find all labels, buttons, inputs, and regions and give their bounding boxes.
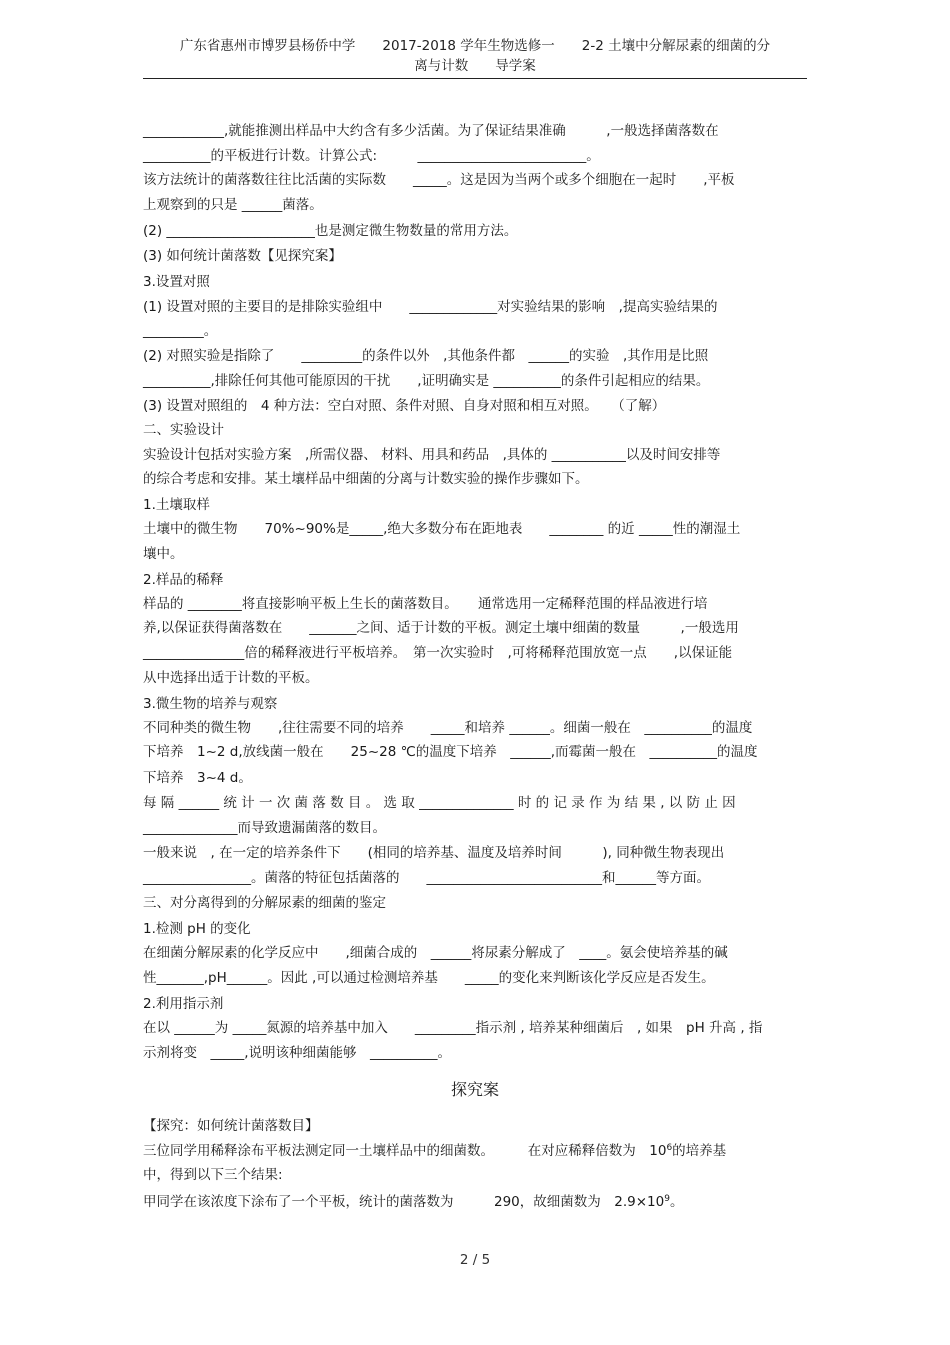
body-line: ______________而导致遗漏菌落的数目。 [143,820,386,836]
page-number: 2 / 5 [459,1252,491,1268]
page-header [143,36,807,76]
inquiry-p1-exponent: 6 [666,1143,673,1153]
inquiry-heading: 【探究：如何统计菌落数目】 [143,1118,319,1134]
body-line: (3) 如何统计菌落数【见探究案】 [143,248,342,264]
body-line: ________________。菌落的特征包括菌落的 __________________________和______等方面。 [143,870,710,886]
body-line: 下培养 1~2 d,放线菌一般在 25~28 ℃的温度下培养 ______,而霉菌一般在 __________的温度 [143,744,758,760]
header-rule [143,78,807,79]
body-line: 壤中。 [143,546,184,562]
body-line: 下培养 3~4 d。 [143,770,252,786]
body-line: ____________,就能推测出样品中大约含有多少活菌。为了保证结果准确 ,一般选择菌落数在 [143,123,719,139]
header-line-2: 离与计数 导学案 [414,58,536,74]
body-line: 2.利用指示剂 [143,996,224,1012]
inquiry-p1-text: 三位同学用稀释涂布平板法测定同一土壤样品中的细菌数。 在对应稀释倍数为 10 [143,1143,667,1159]
body-line: 养,以保证获得菌落数在 _______之间、适于计数的平板。测定土壤中细菌的数量 ,一般选用 [143,620,739,636]
body-line: 1.土壤取样 [143,497,210,513]
header-line-1: 广东省惠州市博罗县杨侨中学 2017-2018 学年生物选修一 2-2 土壤中分解尿素的细菌的分 [179,38,771,54]
body-line: 上观察到的只是 ______菌落。 [143,197,323,213]
body-line: (1) 设置对照的主要目的是排除实验组中 _____________对实验结果的影响 ,提高实验结果的 [143,299,718,315]
body-line: 在以 ______为 _____氮源的培养基中加入 _________指示剂 , 培养某种细菌后 , 如果 pH 升高 , 指 [143,1020,763,1036]
body-line: (3) 设置对照组的 4 种方法：空白对照、条件对照、自身对照和相互对照。 （了解） [143,398,666,414]
body-line: 不同种类的微生物 ,往往需要不同的培养 _____和培养 ______。细菌一般在 __________的温度 [143,720,753,736]
inquiry-p1-end: 的培养基 [672,1143,727,1159]
body-line: 一般来说 , 在一定的培养条件下 (相同的培养基、温度及培养时间 ), 同种微生物表现出 [143,845,725,861]
body-line: 三、对分离得到的分解尿素的细菌的鉴定 [143,895,386,911]
inquiry-section-title: 探究案 [450,1080,499,1099]
inquiry-paragraph-3 [143,1192,683,1212]
body-line: 3.设置对照 [143,274,210,290]
body-line: 示剂将变 _____,说明该种细菌能够 __________。 [143,1045,452,1061]
body-line: 样品的 ________将直接影响平板上生长的菌落数目。 通常选用一定稀释范围的样品液进行培 [143,596,708,612]
body-line: 在细菌分解尿素的化学反应中 ,细菌合成的 ______将尿素分解成了 ____。氨会使培养基的碱 [143,945,728,961]
body-line: 性_______,pH______。因此 ,可以通过检测培养基 _____的变化来判断该化学反应是否发生。 [143,970,715,986]
inquiry-p3-exponent: 9 [664,1194,670,1204]
body-line: 土壤中的微生物 70%~90%是_____,绝大多数分布在距地表 ________ 的近 _____性的潮湿土 [143,521,741,537]
body-line: (2) ______________________也是测定微生物数量的常用方法。 [143,223,518,239]
body-line: _______________倍的稀释液进行平板培养。 第一次实验时 ,可将稀释范围放宽一点 ,以保证能 [143,645,733,661]
body-line: 的综合考虑和安排。某土壤样品中细菌的分离与计数实验的操作步骤如下。 [143,471,589,487]
body-line: 2.样品的稀释 [143,572,224,588]
inquiry-paragraph-2: 中，得到以下三个结果: [143,1167,283,1183]
body-line: (2) 对照实验是指除了 _________的条件以外 ,其他条件都 ______的实验 ,其作用是比照 [143,348,709,364]
inquiry-p3-end: 。 [669,1194,684,1210]
body-line: 1.检测 pH 的变化 [143,921,251,937]
body-line: 该方法统计的菌落数往往比活菌的实际数 _____。这是因为当两个或多个细胞在一起时 ,平板 [143,172,735,188]
body-line: 3.微生物的培养与观察 [143,696,278,712]
body-line: 二、实验设计 [143,422,224,438]
body-line: _________。 [143,323,218,339]
body-line: 每 隔 ______ 统 计 一 次 菌 落 数 目 。 选 取 ______________ 时 的 记 录 作 为 结 果 , 以 防 止 因 [143,795,736,811]
inquiry-p3-text: 甲同学在该浓度下涂布了一个平板，统计的菌落数为 290，故细菌数为 2.9×10 [143,1194,665,1210]
body-line: __________的平板进行计数。计算公式: _________________________。 [143,148,600,164]
inquiry-paragraph-1 [143,1141,726,1161]
body-line: 从中选择出适于计数的平板。 [143,670,319,686]
body-line: __________,排除任何其他可能原因的干扰 ,证明确实是 __________的条件引起相应的结果。 [143,373,710,389]
body-line: 实验设计包括对实验方案 ,所需仪器、 材料、用具和药品 ,具体的 ___________以及时间安排等 [143,447,721,463]
